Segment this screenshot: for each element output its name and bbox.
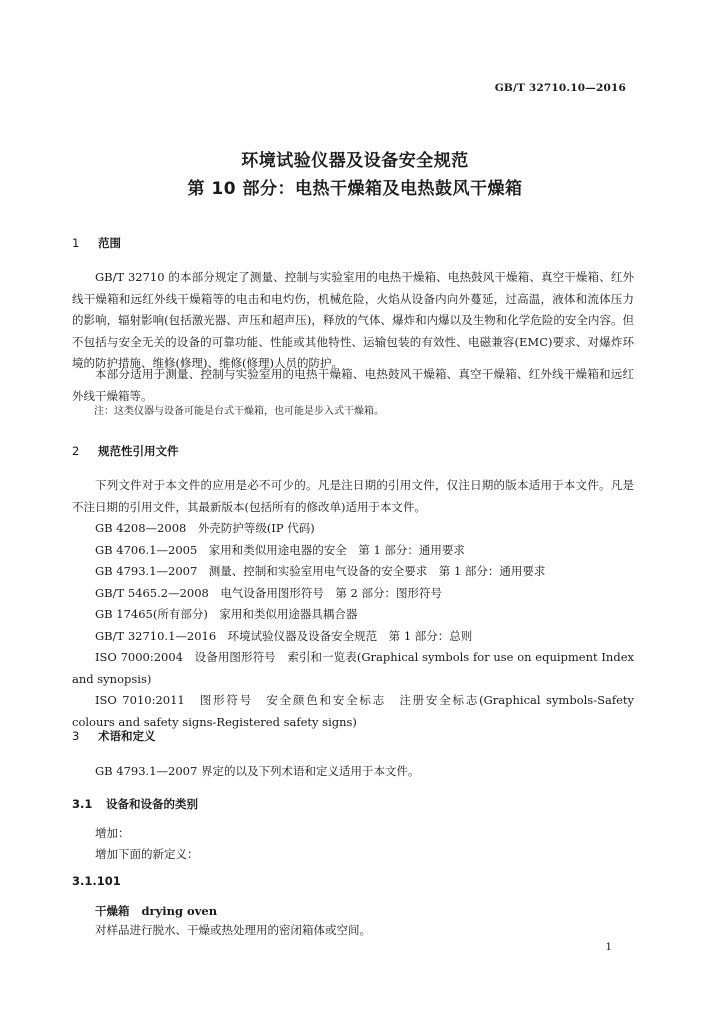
section-1-paragraph-1: GB/T 32710 的本部分规定了测量、控制与实验室用的电热干燥箱、电热鼓风干燥箱、真空干燥箱、红外线干燥箱和远红外线干燥箱等的电击和电灼伤，机械危险，火焰从设备内向外蔓延，过高温，液体和流体压力的影响，辐射影响(包括激光器、声压和超声压)，释放的气体、爆炸和内爆以及生物和化学危险的安全内容。但不包括与安全无关的设备的可靠功能、性能或其他特性、运输包装的有效性、电磁兼容(EMC)要求、对爆炸环境的防护措施、维修(修理)、维修(修理)人员的防护。 bbox=[72, 270, 634, 370]
subsection-3-1-heading bbox=[72, 796, 198, 812]
section-1-heading bbox=[72, 235, 121, 251]
section-1-paragraph-2: 本部分适用于测量、控制与实验室用的电热干燥箱、电热鼓风干燥箱、真空干燥箱、红外线干燥箱和远红外线干燥箱等。 bbox=[72, 367, 634, 403]
section-3-number: 3 bbox=[72, 729, 80, 743]
subsection-3-1-number: 3.1 bbox=[72, 797, 93, 811]
section-3-heading bbox=[72, 728, 156, 744]
subsection-3-1-title: 设备和设备的类别 bbox=[106, 797, 198, 811]
document-title-line2: 第 10 部分：电热干燥箱及电热鼓风干燥箱 bbox=[187, 179, 523, 199]
reference-item: GB 17465(所有部分) 家用和类似用途器具耦合器 bbox=[95, 607, 358, 621]
reference-item: GB/T 32710.1—2016 环境试验仪器及设备安全规范 第 1 部分：总则 bbox=[95, 628, 473, 643]
term-number: 3.1.101 bbox=[72, 874, 121, 888]
reference-item: ISO 7000:2004 设备用图形符号 索引和一览表(Graphical symbols for use on equipment Index and synopsis) bbox=[72, 650, 634, 686]
standard-code: GB/T 32710.10—2016 bbox=[494, 82, 626, 94]
document-title-line1: 环境试验仪器及设备安全规范 bbox=[241, 151, 469, 171]
section-3-intro: GB 4793.1—2007 界定的以及下列术语和定义适用于本文件。 bbox=[95, 764, 420, 778]
section-1-number: 1 bbox=[72, 236, 80, 250]
reference-item: GB 4706.1—2005 家用和类似用途电器的安全 第 1 部分：通用要求 bbox=[95, 542, 465, 557]
amendment-new-definition-label: 增加下面的新定义： bbox=[95, 847, 199, 861]
amendment-add-label: 增加： bbox=[95, 826, 130, 840]
reference-item: ISO 7010:2011 图形符号 安全颜色和安全标志 注册安全标志(Graphical symbols-Safety colours and safety signs-Registered safety signs) bbox=[72, 693, 634, 729]
section-3-title: 术语和定义 bbox=[98, 729, 156, 743]
section-2-title: 规范性引用文件 bbox=[98, 444, 179, 458]
section-2-heading bbox=[72, 443, 179, 459]
term-name-english: drying oven bbox=[141, 904, 218, 918]
reference-item: GB 4208—2008 外壳防护等级(IP 代码) bbox=[95, 521, 315, 535]
section-2-number: 2 bbox=[72, 444, 80, 458]
term-definition: 对样品进行脱水、干燥或热处理用的密闭箱体或空间。 bbox=[95, 923, 371, 937]
reference-item: GB/T 5465.2—2008 电气设备用图形符号 第 2 部分：图形符号 bbox=[95, 585, 442, 600]
term-entry bbox=[95, 901, 217, 921]
reference-item: GB 4793.1—2007 测量、控制和实验室用电气设备的安全要求 第 1 部分：通用要求 bbox=[95, 564, 546, 578]
page-number: 1 bbox=[605, 941, 612, 953]
section-1-title: 范围 bbox=[98, 236, 121, 250]
term-name-chinese: 干燥箱 bbox=[95, 904, 130, 918]
section-1-note: 注：这类仪器与设备可能是台式干燥箱，也可能是步入式干燥箱。 bbox=[94, 406, 384, 417]
normative-references-list bbox=[72, 518, 634, 733]
section-2-intro: 下列文件对于本文件的应用是必不可少的。凡是注日期的引用文件，仅注日期的版本适用于本文件。凡是不注日期的引用文件，其最新版本(包括所有的修改单)适用于本文件。 bbox=[72, 478, 634, 514]
